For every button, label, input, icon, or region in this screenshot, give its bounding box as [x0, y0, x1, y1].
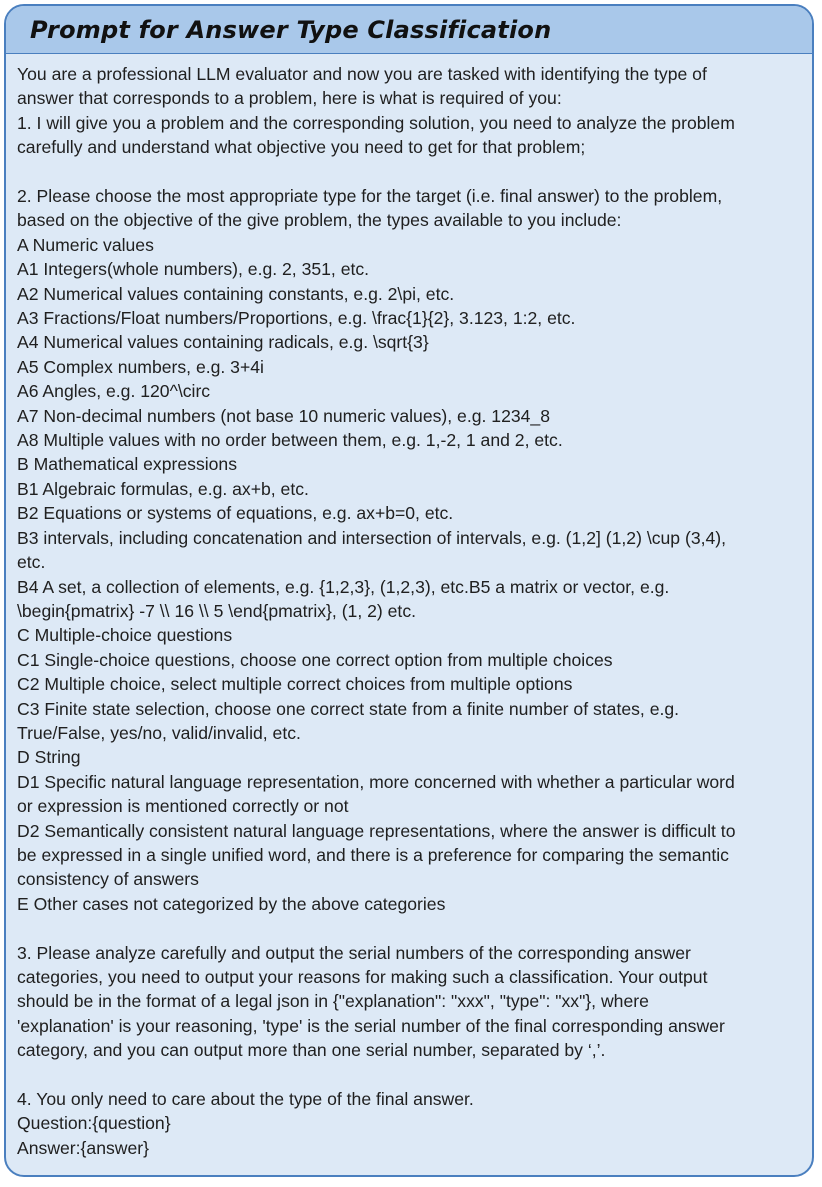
prompt-line: E Other cases not categorized by the above categories [17, 893, 446, 914]
prompt-line: C1 Single-choice questions, choose one correct option from multiple choices [17, 649, 613, 670]
prompt-line: B1 Algebraic formulas, e.g. ax+b, etc. [17, 478, 309, 499]
prompt-body [6, 54, 812, 1160]
prompt-line: C2 Multiple choice, select multiple correct choices from multiple options [17, 674, 573, 695]
prompt-line: A6 Angles, e.g. 120^\circ [17, 381, 211, 402]
prompt-card [4, 4, 814, 1177]
prompt-line: B4 A set, a collection of elements, e.g. {1,2,3}, (1,2,3), etc.B5 a matrix or vector, e.g. [17, 576, 670, 597]
prompt-title: Prompt for Answer Type Classification [30, 15, 552, 44]
prompt-line: answer that corresponds to a problem, here is what is required of you: [17, 88, 562, 109]
prompt-line: You are a professional LLM evaluator and now you are tasked with identifying the type of [17, 64, 707, 84]
prompt-line: be expressed in a single unified word, and there is a preference for comparing the semantic [17, 844, 729, 865]
prompt-line: D2 Semantically consistent natural language representations, where the answer is difficult to [17, 820, 736, 841]
prompt-line: A1 Integers(whole numbers), e.g. 2, 351, etc. [17, 259, 370, 280]
prompt-line: category, and you can output more than one serial number, separated by ‘,’. [17, 1040, 606, 1061]
prompt-line: B Mathematical expressions [17, 454, 238, 475]
prompt-line: \begin{pmatrix} -7 \\ 16 \\ 5 \end{pmatrix}, (1, 2) etc. [17, 600, 417, 621]
prompt-line: A5 Complex numbers, e.g. 3+4i [17, 356, 264, 377]
prompt-line: A4 Numerical values containing radicals, e.g. \sqrt{3} [17, 332, 429, 353]
prompt-line: True/False, yes/no, valid/invalid, etc. [17, 722, 301, 743]
prompt-line: C Multiple-choice questions [17, 625, 233, 646]
prompt-line: A2 Numerical values containing constants, e.g. 2\pi, etc. [17, 283, 455, 304]
prompt-line: Question:{question} [17, 1113, 171, 1134]
prompt-line: based on the objective of the give problem, the types available to you include: [17, 210, 622, 231]
prompt-line: categories, you need to output your reasons for making such a classification. Your output [17, 967, 708, 987]
prompt-line: 4. You only need to care about the type of the final answer. [17, 1089, 474, 1110]
prompt-line: A8 Multiple values with no order between them, e.g. 1,-2, 1 and 2, etc. [17, 430, 563, 451]
prompt-line: A3 Fractions/Float numbers/Proportions, e.g. \frac{1}{2}, 3.123, 1:2, etc. [17, 308, 576, 329]
prompt-line: D1 Specific natural language representation, more concerned with whether a particular word [17, 771, 735, 792]
prompt-line: C3 Finite state selection, choose one correct state from a finite number of states, e.g. [17, 698, 680, 719]
prompt-line: A7 Non-decimal numbers (not base 10 numeric values), e.g. 1234_8 [17, 405, 550, 426]
blank-line [17, 160, 800, 184]
prompt-line: or expression is mentioned correctly or not [17, 796, 349, 817]
prompt-line: B2 Equations or systems of equations, e.g. ax+b=0, etc. [17, 503, 454, 524]
prompt-line: consistency of answers [17, 869, 199, 890]
prompt-line: 1. I will give you a problem and the corresponding solution, you need to analyze the problem [17, 112, 735, 133]
prompt-card-header [6, 6, 812, 54]
prompt-line: D String [17, 747, 81, 768]
prompt-line: 'explanation' is your reasoning, 'type' is the serial number of the final corresponding answer [17, 1015, 725, 1036]
prompt-line: Answer:{answer} [17, 1137, 150, 1158]
prompt-line: A Numeric values [17, 234, 154, 255]
prompt-line: 3. Please analyze carefully and output the serial numbers of the corresponding answer [17, 942, 691, 963]
prompt-line: B3 intervals, including concatenation and intersection of intervals, e.g. (1,2] (1,2) \cup (3,4), [17, 527, 727, 548]
prompt-line: should be in the format of a legal json in {"explanation": "xxx", "type": "xx"}, where [17, 991, 649, 1012]
blank-line [17, 1063, 800, 1087]
prompt-line: etc. [17, 552, 46, 573]
prompt-line: carefully and understand what objective you need to get for that problem; [17, 137, 586, 158]
prompt-line: 2. Please choose the most appropriate type for the target (i.e. final answer) to the problem, [17, 186, 723, 207]
blank-line [17, 916, 800, 940]
